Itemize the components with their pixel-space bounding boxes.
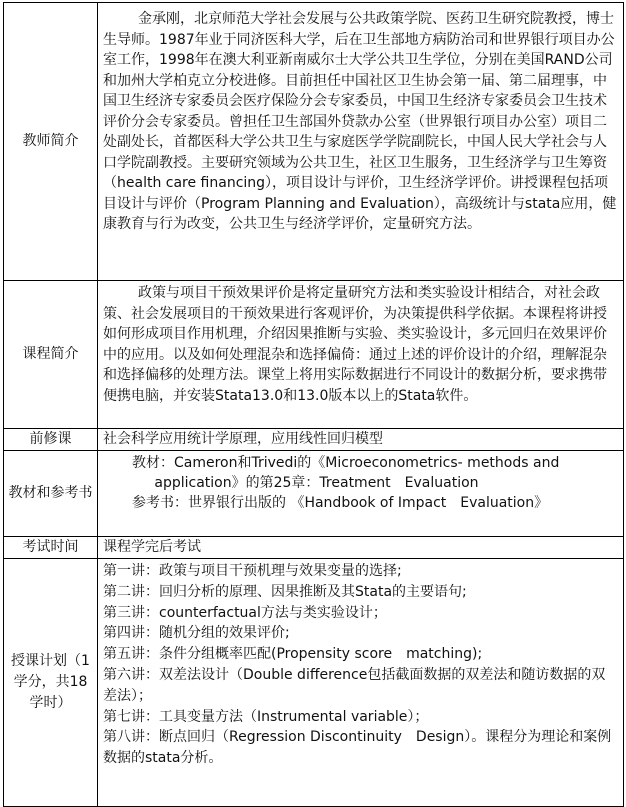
exam-label: 考试时间	[4, 537, 98, 559]
exam-row	[4, 537, 624, 559]
teacher-row	[4, 3, 624, 281]
plan-label	[4, 559, 98, 807]
lecture-item: 第四讲：随机分组的效果评价;	[103, 625, 290, 642]
course-label: 课程简介	[4, 281, 98, 429]
lecture-item: 第一讲：政策与项目干预机理与效果变量的选择;	[103, 563, 402, 579]
prereq-text: 社会科学应用统计学原理，应用线性回归模型	[103, 431, 383, 448]
prereq-label: 前修课	[4, 429, 98, 451]
lecture-item: 第三讲：counterfactual方法与类实验设计；	[103, 604, 387, 621]
plan-label-text: 授课计划（1学分，共18学时）	[11, 653, 90, 711]
textbook-label: 教材和参考书	[4, 451, 98, 537]
lecture-item: 第六讲：双差法设计（Double difference包括截面数据的双差法和随访数据的双差法）；	[103, 666, 606, 704]
teacher-label: 教师简介	[4, 3, 98, 281]
prereq-row	[4, 429, 624, 451]
teacher-bio: 金承刚，北京师范大学社会发展与公共政策学院、医药卫生研究院教授，博士生导师。1987年业于同济医科大学，后在卫生部地方病防治司和世界银行项目办公室工作，1998年在澳大利亚新南威尔士大学公共卫生学位，分别在美国RAND公司和加州大学柏克立分校进修。目前担任中国社区卫生协会第一届、第二届理事，中国卫生经济专家委员会医疗保险分会专家委员，中国卫生经济专家委员会卫生技术评价分会专家委员。曾担任卫生部国外贷款办公室（世界银行项目办公室）项目二处副处长，首都医科大学公共卫生与家庭医学学院副院长，中国人民大学社会与人口学院副教授。主要研究领域为公共卫生，社区卫生服务，卫生经济学与卫生筹资（health care financing），项目设计与评价，卫生经济学评价。讲授课程包括项目设计与评价（Program Planning and Evaluation），高级统计与stata应用，健康教育与行为改变，公共卫生与经济学评价，定量研究方法。	[103, 11, 617, 232]
course-description: 政策与项目干预效果评价是将定量研究方法和类实验设计相结合，对社会政策、社会发展项目的干预效果进行客观评价，为决策提供科学依据。本课程将讲授如何形成项目作用机理，介绍因果推断与实验、类实验设计，多元回归在效果评价中的应用。以及如何处理混杂和选择偏倚：通过上述的评价设计的介绍，理解混杂和选择偏移的处理方法。课堂上将用实际数据进行不同设计的数据分析，要求携带便携电脑，并安装Stata13.0和13.0版本以上的Stata软件。	[103, 285, 607, 404]
lecture-item: 第五讲：条件分组概率匹配(Propensity score matching);	[103, 646, 483, 663]
course-row	[4, 281, 624, 429]
lecture-item: 第七讲：工具变量方法（Instrumental variable）；	[103, 708, 429, 725]
lecture-item: 第八讲：断点回归（Regression Discontinuity Design）。课程分为理论和案例数据的stata分析。	[103, 729, 612, 767]
lecture-item: 第二讲：回归分析的原理、因果推断及其Stata的主要语句;	[103, 583, 467, 600]
textbook-row	[4, 451, 624, 537]
textbook-reference: 参考书：世界银行出版的 《Handbook of Impact Evaluation》	[132, 495, 549, 511]
course-info-table	[3, 2, 624, 807]
exam-text: 课程学完后考试	[103, 539, 201, 556]
textbook-main: 教材：Cameron和Trivedi的《Microeconometrics- methods and application》的第25章：Treatment Evaluation	[132, 455, 560, 491]
plan-row	[4, 559, 624, 807]
